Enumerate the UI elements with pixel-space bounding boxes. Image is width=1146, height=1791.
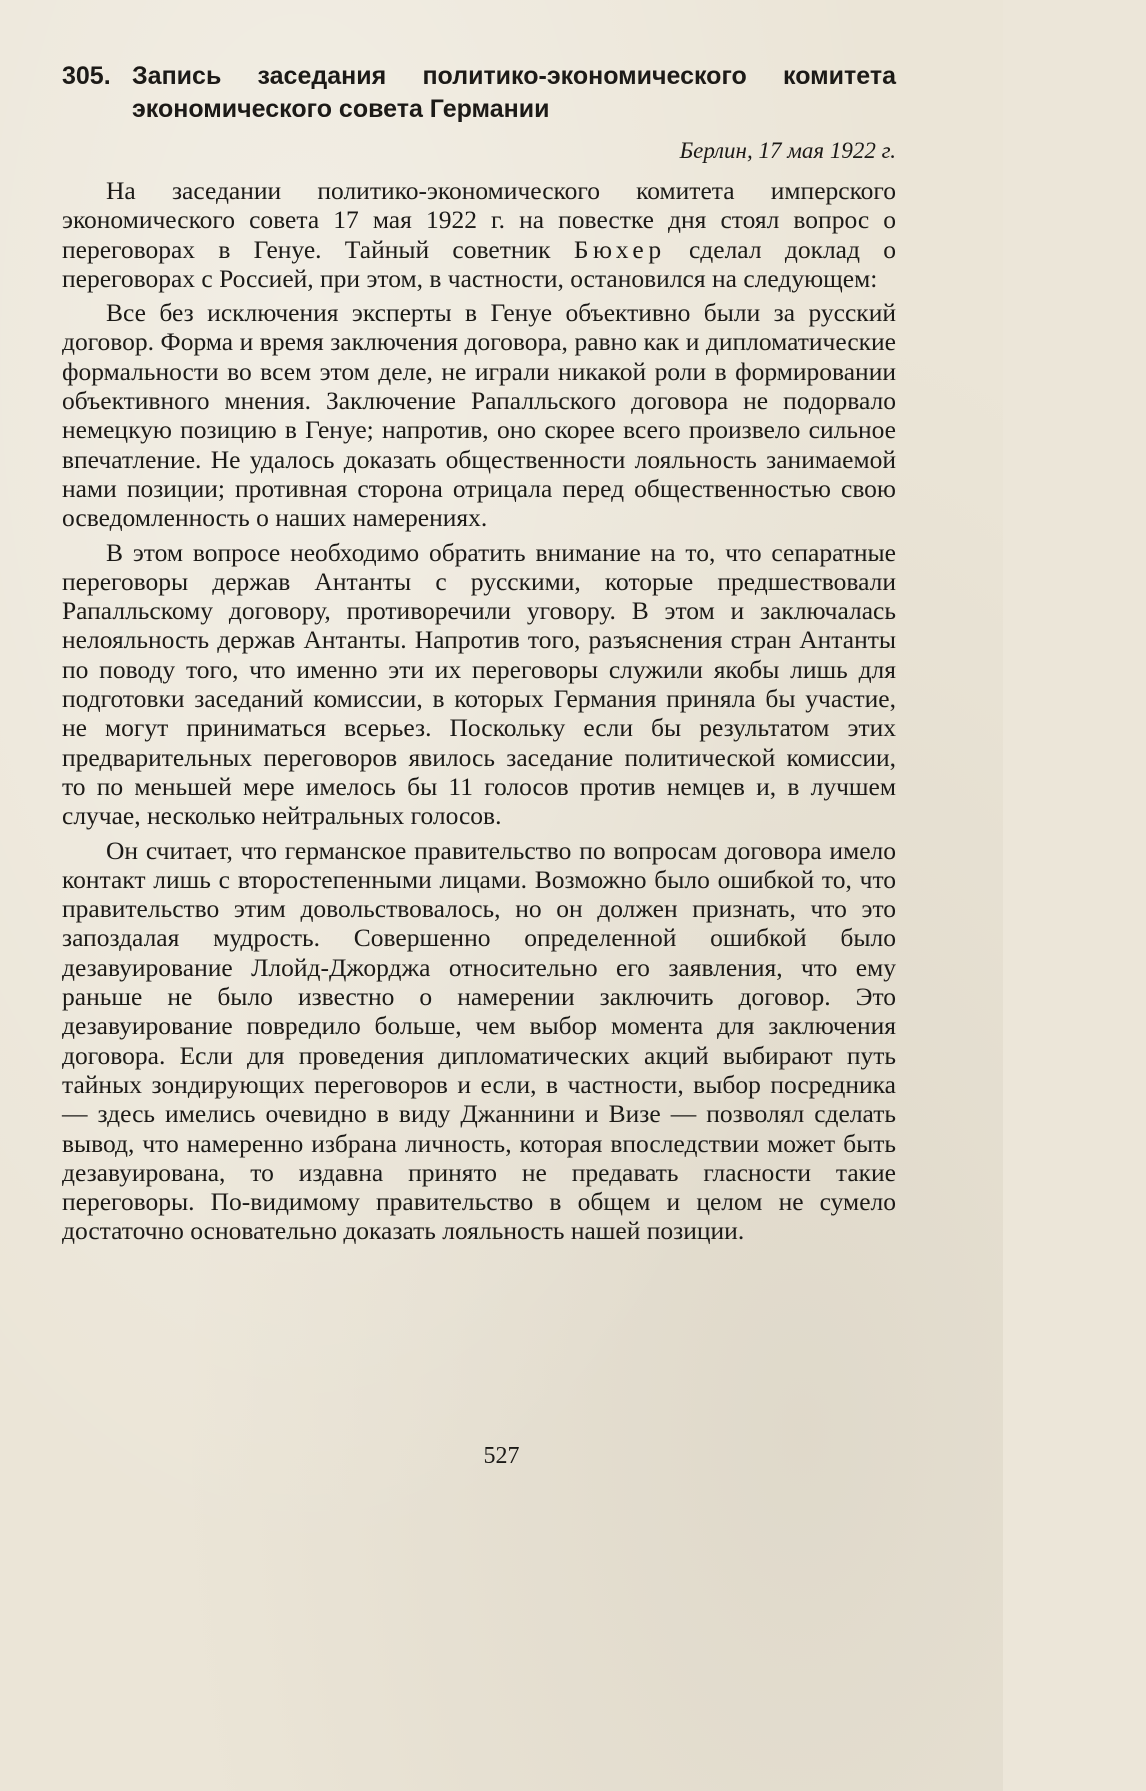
- speaker-name: Бюхер: [573, 234, 666, 264]
- page-number: 527: [483, 1443, 520, 1469]
- document-content: [62, 60, 896, 1246]
- paragraph-1: [62, 176, 896, 293]
- document-body: [62, 176, 896, 1246]
- document-title: Запись заседания политико-экономического комитета экономического совета Германии: [132, 62, 896, 123]
- paragraph-1-text-after: сделал доклад о переговорах с Россией, при этом, в частности, остановился на следующем:: [62, 234, 897, 293]
- dateline: Берлин, 17 мая 1922 г.: [679, 138, 896, 163]
- paragraph-4: Он считает, что германское правительство по вопросам договора имело контакт лишь с второстепенными лицами. Возможно было ошибкой то, что правительство этим довольствовалось, но он должен признать, что это запоздалая мудрость. Совершенно определенной ошибкой было дезавуирование Ллойд-Джорджа относительно его заявления, что ему раньше не было известно о намерении заключить договор. Это дезавуирование повредило больше, чем выбор момента для заключения договора. Если для проведения дипломатических акций выбирают путь тайных зондирующих переговоров и если, в частности, выбор посредника — здесь имелись очевидно в виду Джаннини и Визе — позволял сделать вывод, что намеренно избрана личность, которая впоследствии может быть дезавуирована, то издавна принято не предавать гласности такие переговоры. По-видимому правительство в общем и целом не сумело достаточно основательно доказать лояльность нашей позиции.: [62, 835, 896, 1246]
- paragraph-2: Все без исключения эксперты в Генуе объективно были за русский договор. Форма и время заключения договора, равно как и дипломатические формальности во всем этом деле, не играли никакой роли в формировании объективного мнения. Заключение Рапалльского договора не подорвало немецкую позицию в Генуе; напротив, оно скорее всего произвело сильное впечатление. Не удалось доказать общественности лояльность занимаемой нами позиции; противная сторона отрицала перед общественностью свою осведомленность о наших намерениях.: [62, 298, 896, 533]
- document-heading: [62, 60, 896, 126]
- document-number: 305.: [62, 62, 111, 90]
- paragraph-1-text-before: На заседании политико-экономического комитета имперского экономического совета 17 мая 1922 г. на повестке дня стоял вопрос о переговорах в Генуе. Тайный советник: [62, 176, 896, 264]
- paragraph-3: В этом вопросе необходимо обратить внимание на то, что сепаратные переговоры держав Антанты с русскими, которые предшествовали Рапалльскому договору, противоречили уговору. В этом и заключалась нелояльность держав Антанты. Напротив того, разъяснения стран Антанты по поводу того, что именно эти их переговоры служили якобы лишь для подготовки заседаний комиссии, в которых Германия приняла бы участие, не могут приниматься всерьез. Поскольку если бы результатом этих предварительных переговоров явилось заседание политической комиссии, то по меньшей мере имелось бы 11 голосов против немцев и, в лучшем случае, несколько нейтральных голосов.: [62, 537, 896, 831]
